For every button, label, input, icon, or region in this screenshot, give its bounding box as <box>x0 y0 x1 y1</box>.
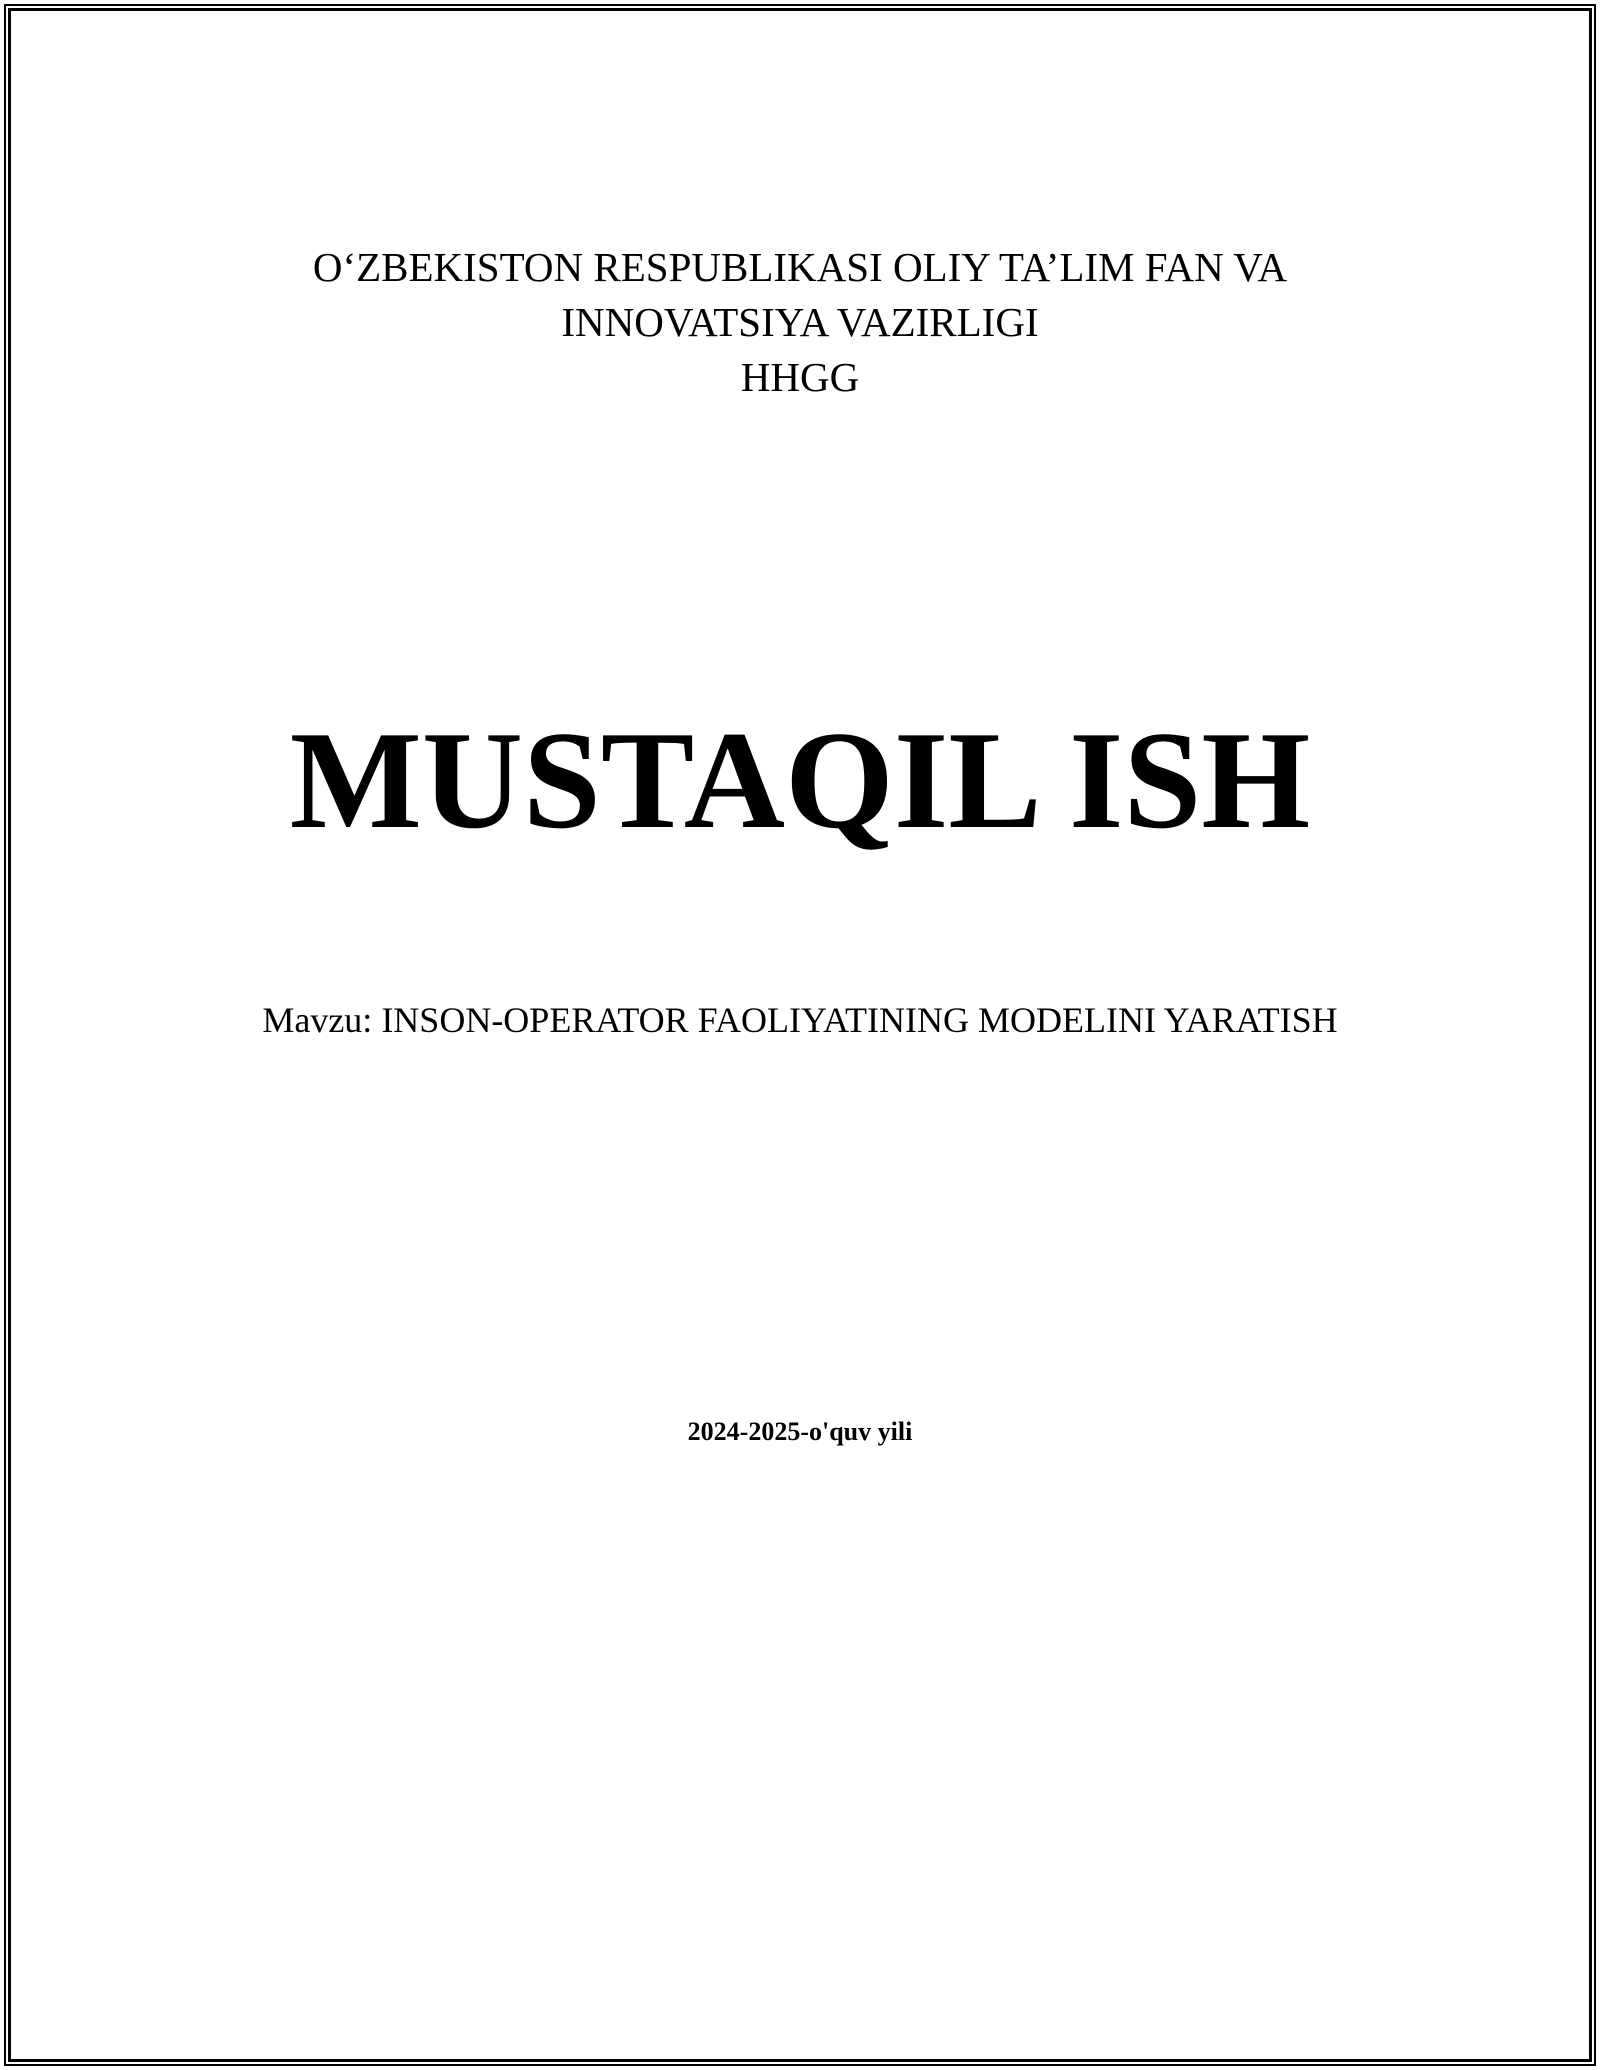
academic-year: 2024-2025-o'quv yili <box>687 1417 913 1446</box>
ministry-header-line3: HHGG <box>740 354 860 400</box>
document-title: MUSTAQIL ISH <box>289 703 1311 858</box>
ministry-header <box>24 240 1576 405</box>
topic-line: Mavzu: INSON-OPERATOR FAOLIYATINING MODELINI YARATISH <box>262 1000 1338 1040</box>
ministry-header-line2: INNOVATSIYA VAZIRLIGI <box>561 299 1039 345</box>
ministry-header-line1: O‘ZBEKISTON RESPUBLIKASI OLIY TA’LIM FAN VA <box>312 244 1288 290</box>
